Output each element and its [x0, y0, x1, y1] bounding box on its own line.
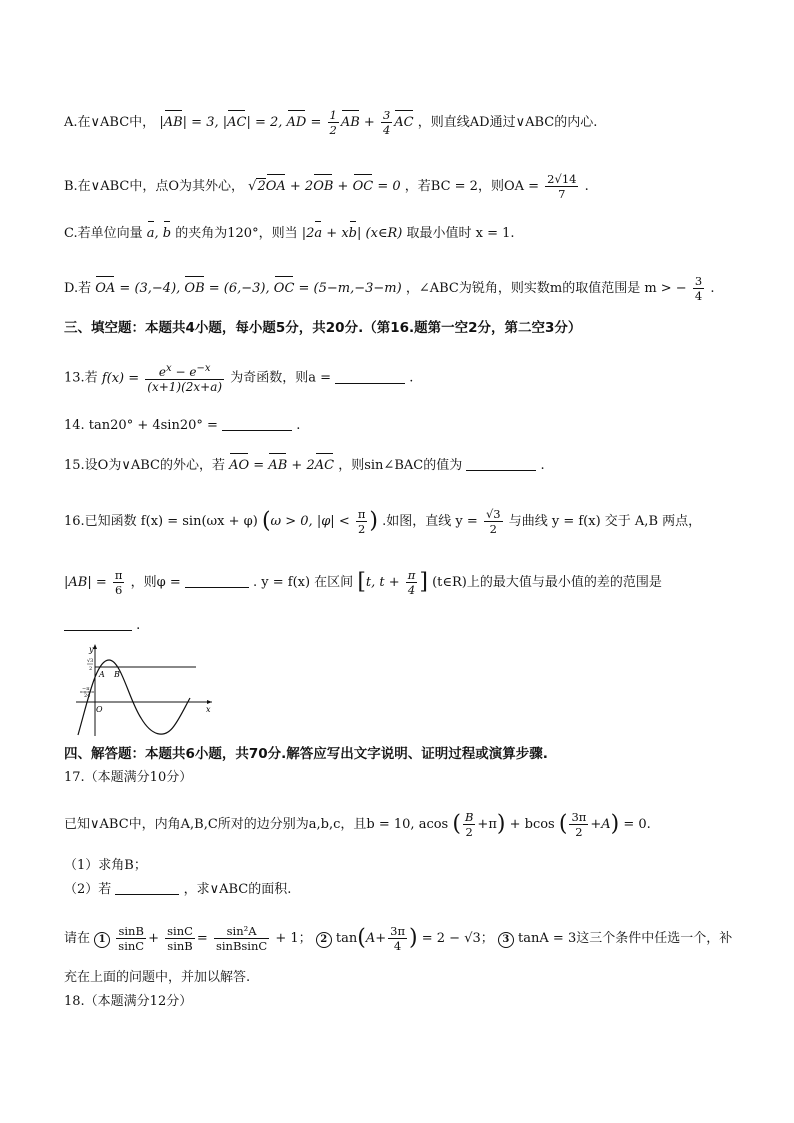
section-4-title: 四、解答题：本题共6小题，共70分.解答应写出文字说明、证明过程或演算步骤. [64, 746, 548, 762]
graph-y-tick-top-den: 2 [89, 666, 93, 672]
q15-tail: . [540, 458, 545, 473]
option-d-label: D.若 [64, 281, 92, 296]
option-d-mid: ，∠ABC为锐角，则实数m的取值范围是 m > − [405, 281, 687, 296]
q17-condition-1: + 1； [275, 931, 312, 946]
option-b-mid: ，若BC = 2，则OA = [404, 179, 540, 194]
q16-l2tail: (t∈R)上的最大值与最小值的差的范围是 [432, 575, 662, 590]
circled-2: 2 [316, 932, 332, 948]
q13-func: f(x) = $\frac{e^x - e^{-x}}{(x+1)(2x+a)}$ [101, 363, 223, 394]
q16-phi: ，则φ = [130, 575, 181, 590]
graph-x-tick-left-den: 24 [84, 693, 91, 699]
q16-answer-blank-1[interactable] [185, 573, 249, 588]
q13-answer-blank[interactable] [335, 369, 405, 384]
graph-point-b: B [114, 670, 120, 679]
option-c-label: C.若单位向量 [64, 226, 143, 241]
q14-tail: . [296, 418, 301, 433]
q17-part1: （1）求角B； [64, 858, 147, 873]
q17-part2-tail: ，求∨ABC的面积. [183, 882, 292, 897]
graph-y-label: y [89, 645, 94, 654]
q17-condition-2: = 2 − √3； [421, 931, 494, 946]
q16-answer-blank-2[interactable] [64, 616, 132, 631]
option-b-tail: . [584, 179, 589, 194]
option-c [64, 224, 754, 244]
q13-tail: . [409, 370, 414, 386]
section-3-title: 三、填空题：本题共4小题，每小题5分，共20分.（第16.题第一空2分，第二空3分） [64, 320, 582, 336]
q17-head: 17.（本题满分10分） [64, 770, 193, 785]
q15-answer-blank[interactable] [466, 456, 536, 471]
circled-1: 1 [94, 932, 110, 948]
q13-pre: 13.若 [64, 370, 98, 386]
graph-origin-label: O [96, 705, 103, 714]
q18-head: 18.（本题满分12分） [64, 994, 193, 1009]
q17-stem-mid: + bcos [509, 817, 555, 832]
q17-part2 [64, 880, 754, 900]
circled-3: 3 [498, 932, 514, 948]
question-13 [64, 362, 754, 394]
option-d [64, 274, 754, 303]
q16-interval: [t, t + $\frac{\pi}{4}$ ] [357, 568, 428, 597]
y-axis-arrow [93, 644, 97, 649]
option-b-label: B.在∨ABC中，点O为其外心， [64, 179, 244, 194]
x-axis-arrow [207, 700, 212, 704]
option-c-expr: |2a + xb| (x∈R) [302, 226, 403, 241]
option-a [64, 108, 754, 137]
q16-cond: ω > 0, |φ| < [270, 514, 350, 529]
option-a-label: A.在∨ABC中， [64, 115, 156, 130]
q16-sqrt3-frac: $\frac{√3}{2}$ [485, 507, 501, 536]
graph-x-tick-left: −π [82, 686, 90, 692]
q17-stem: 已知∨ABC中，内角A,B,C所对的边分别为a,b,c，且b = 10, acos ( $\frac{B}{2}$ +π) + bcos ( $\frac{3\pi}{2}$ +A) = 0. [64, 810, 651, 839]
q16-pre: 16.已知函数 f(x) = sin(ωx + φ) [64, 514, 258, 529]
option-c-vectors: a, b [147, 226, 171, 241]
question-16: 16.已知函数 f(x) = sin(ωx + φ) (ω > 0, |φ| < $\frac{\pi}{2}$ ) .如图，直线 y = $\frac{√3}{2}$ 与曲线 y = f(x) 交于 A,B 两点， [64, 507, 702, 536]
option-d-vectors: OA = (3,−4), OB = (6,−3), OC = (5−m,−3−m) [95, 281, 401, 296]
question-16-line2: |AB| = $\frac{\pi}{6}$ ，则φ = . y = f(x) 在区间 [t, t + $\frac{\pi}{4}$ ] (t∈R)上的最大值与最小值的差的范围是 [64, 568, 662, 597]
option-a-math: |AB| = 3, |AC| = 2, AD = $\frac{1}{2}$ AB + $\frac{3}{4}$ AC [159, 108, 414, 137]
sine-graph [66, 640, 216, 740]
q17-condition-blank[interactable] [115, 880, 179, 895]
question-14 [64, 416, 754, 436]
q17-part2-pre: （2）若 [64, 882, 112, 897]
q17-stem-tail: = 0. [623, 817, 651, 832]
graph-y-tick-top: √3 [87, 658, 94, 664]
graph-point-a: A [99, 670, 105, 679]
option-a-tail: ，则直线AD通过∨ABC的内心. [417, 115, 598, 130]
q17-condition-3: tanA = 3这三个条件中任选一个，补 [518, 931, 733, 946]
q16-interval-label: . y = f(x) 在区间 [253, 575, 354, 590]
q17-stem-pre: 已知∨ABC中，内角A,B,C所对的边分别为a,b,c，且b = 10, acos [64, 817, 449, 832]
option-d-frac: $\frac{3}{4}$ [694, 274, 703, 303]
option-c-mid: 的夹角为120°，则当 [175, 226, 298, 241]
graph-x-label: x [206, 705, 211, 714]
option-b-math: √2OA + 2OB + OC = 0 [248, 179, 401, 194]
q13-mid: 为奇函数，则a = [230, 370, 331, 386]
q15-math: AO = AB + 2AC [229, 458, 334, 473]
q17-conditions-end: 充在上面的问题中，并加以解答. [64, 970, 251, 985]
option-b-frac: $\frac{2√14}{7}$ [547, 172, 577, 201]
option-d-tail: . [710, 281, 715, 296]
option-b [64, 172, 754, 201]
q16-mid: .如图，直线 y = [382, 514, 478, 529]
q14-answer-blank[interactable] [222, 416, 292, 431]
q15-mid: ，则sin∠BAC的值为 [338, 458, 463, 473]
question-16-line3 [64, 616, 754, 636]
option-c-tail: 取最小值时 x = 1. [406, 226, 515, 241]
q14-text: 14. tan20° + 4sin20° = [64, 418, 218, 433]
q16-tail: 与曲线 y = f(x) 交于 A,B 两点， [508, 514, 702, 529]
q15-pre: 15.设O为∨ABC的外心，若 [64, 458, 225, 473]
q16-l3tail: . [136, 618, 141, 633]
q16-ab: |AB| = [64, 575, 107, 590]
q17-conditions: 请在 1 $\frac{\sin B}{\sin C}$ + $\frac{\sin C}{\sin B}$ = $\frac{\text{sin²A}}{\text{sinBsinC}}$ + 1； 2 tan(A+ $\frac{3\pi}{4}$ ) = 2 − √3； 3 tanA = 3这三个条件中任选一个，补 [64, 924, 733, 953]
question-15 [64, 456, 754, 476]
q17-conditions-pre: 请在 [64, 931, 91, 946]
